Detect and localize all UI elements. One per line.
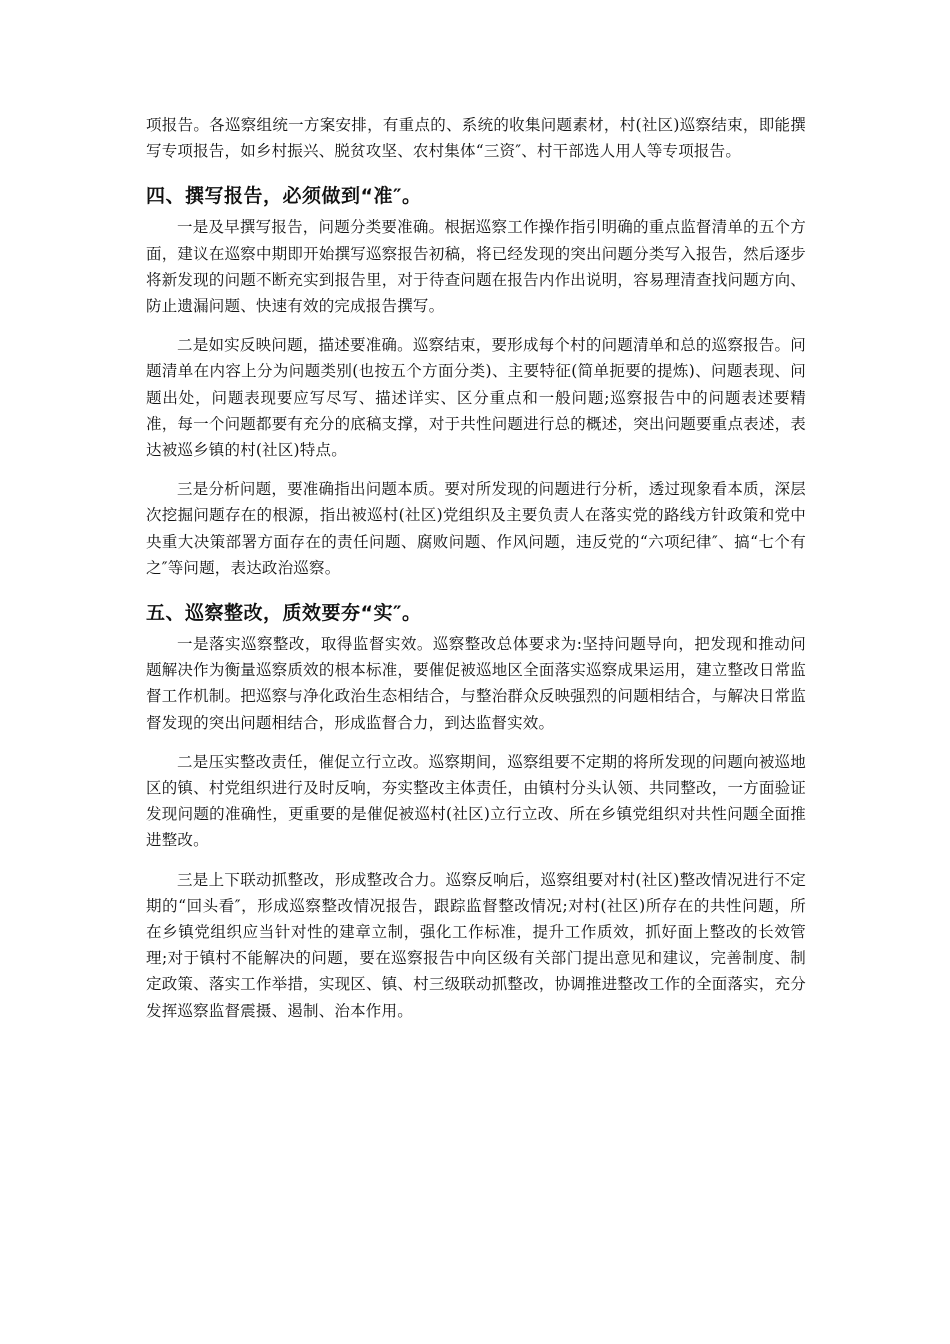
paragraph-5-2: 二是压实整改责任，催促立行立改。巡察期间，巡察组要不定期的将所发现的问题向被巡地区的镇、村党组织进行及时反响，夯实整改主体责任，由镇村分头认领、共同整改，一方面验证发现问题的准确性，更重要的是催促被巡村(社区)立行立改、所在乡镇党组织对共性问题全面推进整改。 (146, 752, 806, 850)
section-heading-5: 五、巡察整改，质效要夯“实″。 (146, 602, 422, 625)
paragraph-4-3: 三是分析问题，要准确指出问题本质。要对所发现的问题进行分析，透过现象看本质，深层次挖掘问题存在的根源，指出被巡村(社区)党组织及主要负责人在落实党的路线方针政策和党中央重大决策部署方面存在的责任问题、腐败问题、作风问题，违反党的“六项纪律″、搞“七个有之″等问题，表达政治巡察。 (146, 480, 806, 577)
paragraph-4-1: 一是及早撰写报告，问题分类要准确。根据巡察工作操作指引明确的重点监督清单的五个方面，建议在巡察中期即开始撰写巡察报告初稿，将已经发现的突出问题分类写入报告，然后逐步将新发现的问题不断充实到报告里，对于待查问题在报告内作出说明，容易理清查找问题方向、防止遗漏问题、快速有效的完成报告撰写。 (146, 218, 806, 316)
paragraph-5-3: 三是上下联动抓整改，形成整改合力。巡察反响后，巡察组要对村(社区)整改情况进行不定期的“回头看″，形成巡察整改情况报告，跟踪监督整改情况;对村(社区)所存在的共性问题，所在乡镇党组织应当针对性的建章立制，强化工作标准，提升工作质效，抓好面上整改的长效管理;对于镇村不能解决的问题，要在巡察报告中向区级有关部门提出意见和建议，完善制度、制定政策、落实工作举措，实现区、镇、村三级联动抓整改，协调推进整改工作的全面落实，充分发挥巡察监督震摄、遏制、治本作用。 (146, 870, 806, 1020)
paragraph-special-report-continued: 项报告。各巡察组统一方案安排，有重点的、系统的收集问题素材，村(社区)巡察结束，即能撰写专项报告，如乡村振兴、脱贫攻坚、农村集体“三资″、村干部选人用人等专项报告。 (146, 116, 806, 161)
paragraph-4-2: 二是如实反映问题，描述要准确。巡察结束，要形成每个村的问题清单和总的巡察报告。问题清单在内容上分为问题类别(也按五个方面分类)、主要特征(简单扼要的提炼)、问题表现、问题出处，问题表现要应写尽写、描述详实、区分重点和一般问题;巡察报告中的问题表述要精准，每一个问题都要有充分的底稿支撑，对于共性问题进行总的概述，突出问题要重点表述，表达被巡乡镇的村(社区)特点。 (146, 336, 806, 460)
paragraph-5-1: 一是落实巡察整改，取得监督实效。巡察整改总体要求为:坚持问题导向，把发现和推动问题解决作为衡量巡察质效的根本标准，要催促被巡地区全面落实巡察成果运用，建立整改日常监督工作机制。把巡察与净化政治生态相结合，与整治群众反映强烈的问题相结合，与解决日常监督发现的突出问题相结合，形成监督合力，到达监督实效。 (146, 635, 806, 732)
section-heading-4: 四、撰写报告，必须做到“准″。 (146, 185, 422, 208)
document-page (146, 112, 806, 1037)
